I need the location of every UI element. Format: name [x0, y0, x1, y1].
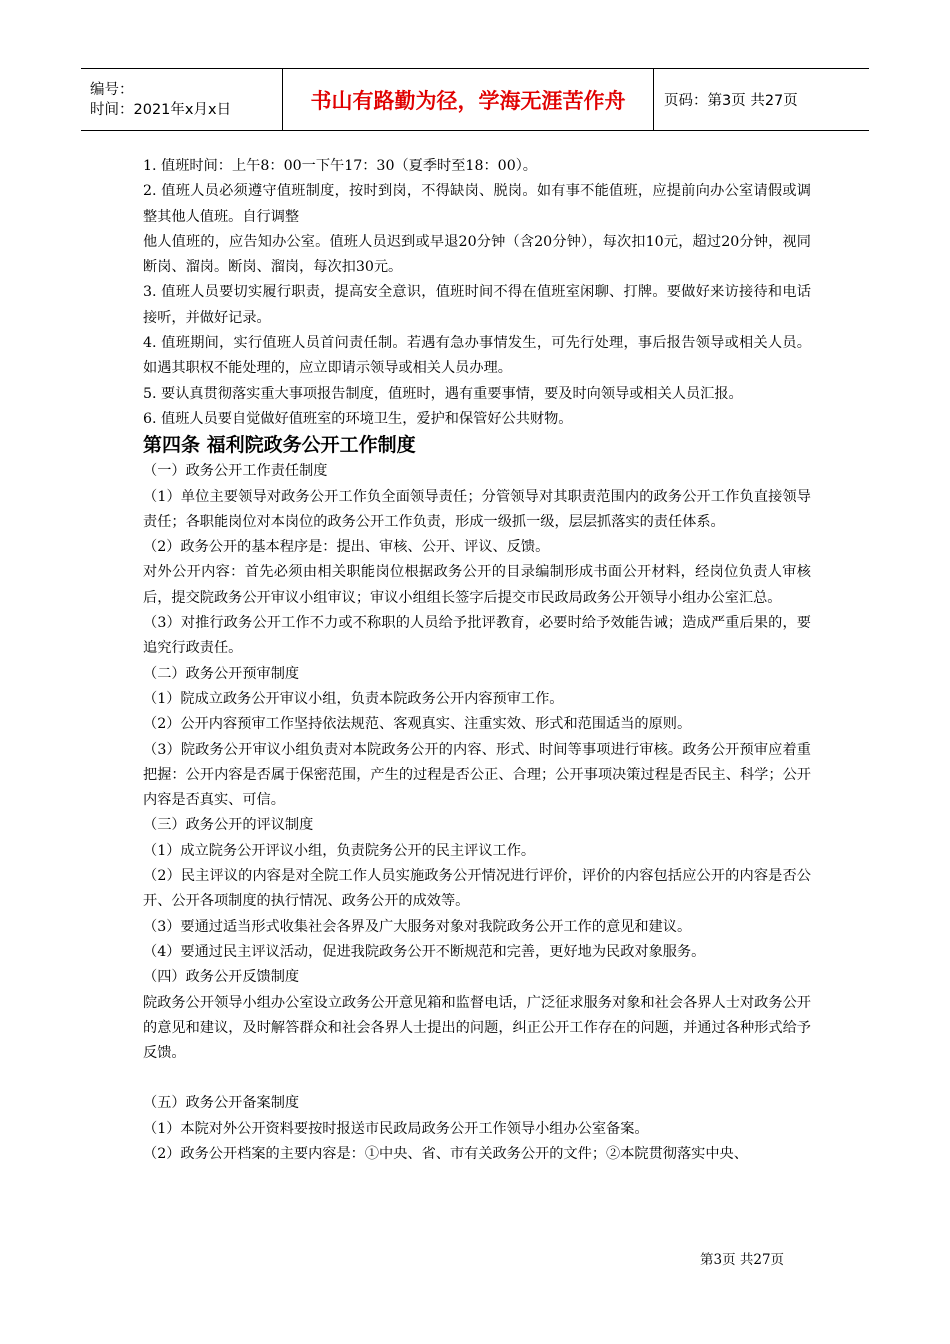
document-time-label: 时间：2021年x月x日 [90, 101, 232, 118]
footer-page-number: 第3页 共27页 [700, 1252, 785, 1268]
paragraph: （1）单位主要领导对政务公开工作负全面领导责任；分管领导对其职责范围内的政务公开工作负直接领导责任；各职能岗位对本岗位的政务公开工作负责，形成一级抓一级，层层抓落实的责任体系。 [143, 488, 811, 530]
subsection-title: （四）政务公开反馈制度 [143, 969, 300, 986]
paragraph: 1. 值班时间：上午8：00一下午17：30（夏季时至18：00）。 [143, 158, 537, 174]
paragraph: 院政务公开领导小组办公室设立政务公开意见箱和监督电话，广泛征求服务对象和社会各界人士对政务公开的意见和建议，及时解答群众和社会各界人士提出的问题，纠正公开工作存在的问题，并通过各种形式给予反馈。 [143, 994, 811, 1062]
paragraph: （1）本院对外公开资料要按时报送市民政局政务公开工作领导小组办公室备案。 [143, 1120, 649, 1137]
subsection-title: （三）政务公开的评议制度 [143, 817, 314, 834]
document-body [143, 154, 811, 1167]
paragraph: （1）院成立政务公开审议小组，负责本院政务公开内容预审工作。 [143, 690, 564, 707]
paragraph: （3）要通过适当形式收集社会各界及广大服务对象对我院政务公开工作的意见和建议。 [143, 918, 692, 935]
paragraph: 6. 值班人员要自觉做好值班室的环境卫生，爱护和保管好公共财物。 [143, 410, 573, 427]
paragraph: 对外公开内容：首先必须由相关职能岗位根据政务公开的目录编制形成书面公开材料，经岗位负责人审核后，提交院政务公开审议小组审议；审议小组组长签字后提交市民政局政务公开领导小组办公室汇总。 [143, 564, 811, 606]
paragraph: （3）对推行政务公开工作不力或不称职的人员给予批评教育，必要时给予效能告诫；造成严重后果的，要追究行政责任。 [143, 615, 811, 657]
header-page-cell [654, 69, 869, 130]
paragraph: （2）政务公开档案的主要内容是：①中央、省、市有关政务公开的文件；②本院贯彻落实中央、 [143, 1145, 748, 1162]
header-motto-cell [283, 69, 654, 130]
paragraph: 5. 要认真贯彻落实重大事项报告制度，值班时，遇有重要事情，要及时向领导或相关人员汇报。 [143, 385, 743, 402]
paragraph: （2）民主评议的内容是对全院工作人员实施政务公开情况进行评价，评价的内容包括应公开的内容是否公开、公开各项制度的执行情况、政务公开的成效等。 [143, 868, 811, 910]
page-footer [700, 1248, 784, 1268]
paragraph: （3）院政务公开审议小组负责对本院政务公开的内容、形式、时间等事项进行审核。政务公开预审应着重把握：公开内容是否属于保密范围，产生的过程是否公正、合理；公开事项决策过程是否民主、科学；公开内容是否真实、可信。 [143, 741, 811, 809]
paragraph: （4）要通过民主评议活动，促进我院政务公开不断规范和完善，更好地为民政对象服务。 [143, 943, 706, 960]
paragraph: 4. 值班期间，实行值班人员首问责任制。若遇有急办事情发生，可先行处理，事后报告领导或相关人员。如遇其职权不能处理的，应立即请示领导或相关人员办理。 [143, 335, 811, 377]
document-number-label: 编号： [90, 81, 134, 98]
subsection-title: （一）政务公开工作责任制度 [143, 463, 328, 480]
page-header [81, 68, 869, 131]
header-meta [81, 69, 283, 130]
paragraph: （2）公开内容预审工作坚持依法规范、客观真实、注重实效、形式和范围适当的原则。 [143, 716, 692, 733]
paragraph: 3. 值班人员要切实履行职责，提高安全意识，值班时间不得在值班室闲聊、打牌。要做好来访接待和电话接听，并做好记录。 [143, 284, 811, 326]
subsection-title: （二）政务公开预审制度 [143, 665, 300, 682]
section-heading: 第四条 福利院政务公开工作制度 [143, 434, 416, 457]
paragraph: （1）成立院务公开评议小组，负责院务公开的民主评议工作。 [143, 842, 536, 859]
header-motto: 书山有路勤为径，学海无涯苦作舟 [310, 88, 626, 113]
paragraph: 他人值班的，应告知办公室。值班人员迟到或早退20分钟（含20分钟），每次扣10元，超过20分钟，视同断岗、溜岗。断岗、溜岗，每次扣30元。 [143, 233, 811, 276]
paragraph: 2. 值班人员必须遵守值班制度，按时到岗，不得缺岗、脱岗。如有事不能值班，应提前向办公室请假或调整其他人值班。自行调整 [143, 183, 811, 225]
header-page-number: 页码：第3页 共27页 [664, 93, 798, 109]
blank-line [143, 1066, 811, 1091]
paragraph: （2）政务公开的基本程序是：提出、审核、公开、评议、反馈。 [143, 539, 550, 556]
subsection-title: （五）政务公开备案制度 [143, 1095, 300, 1112]
